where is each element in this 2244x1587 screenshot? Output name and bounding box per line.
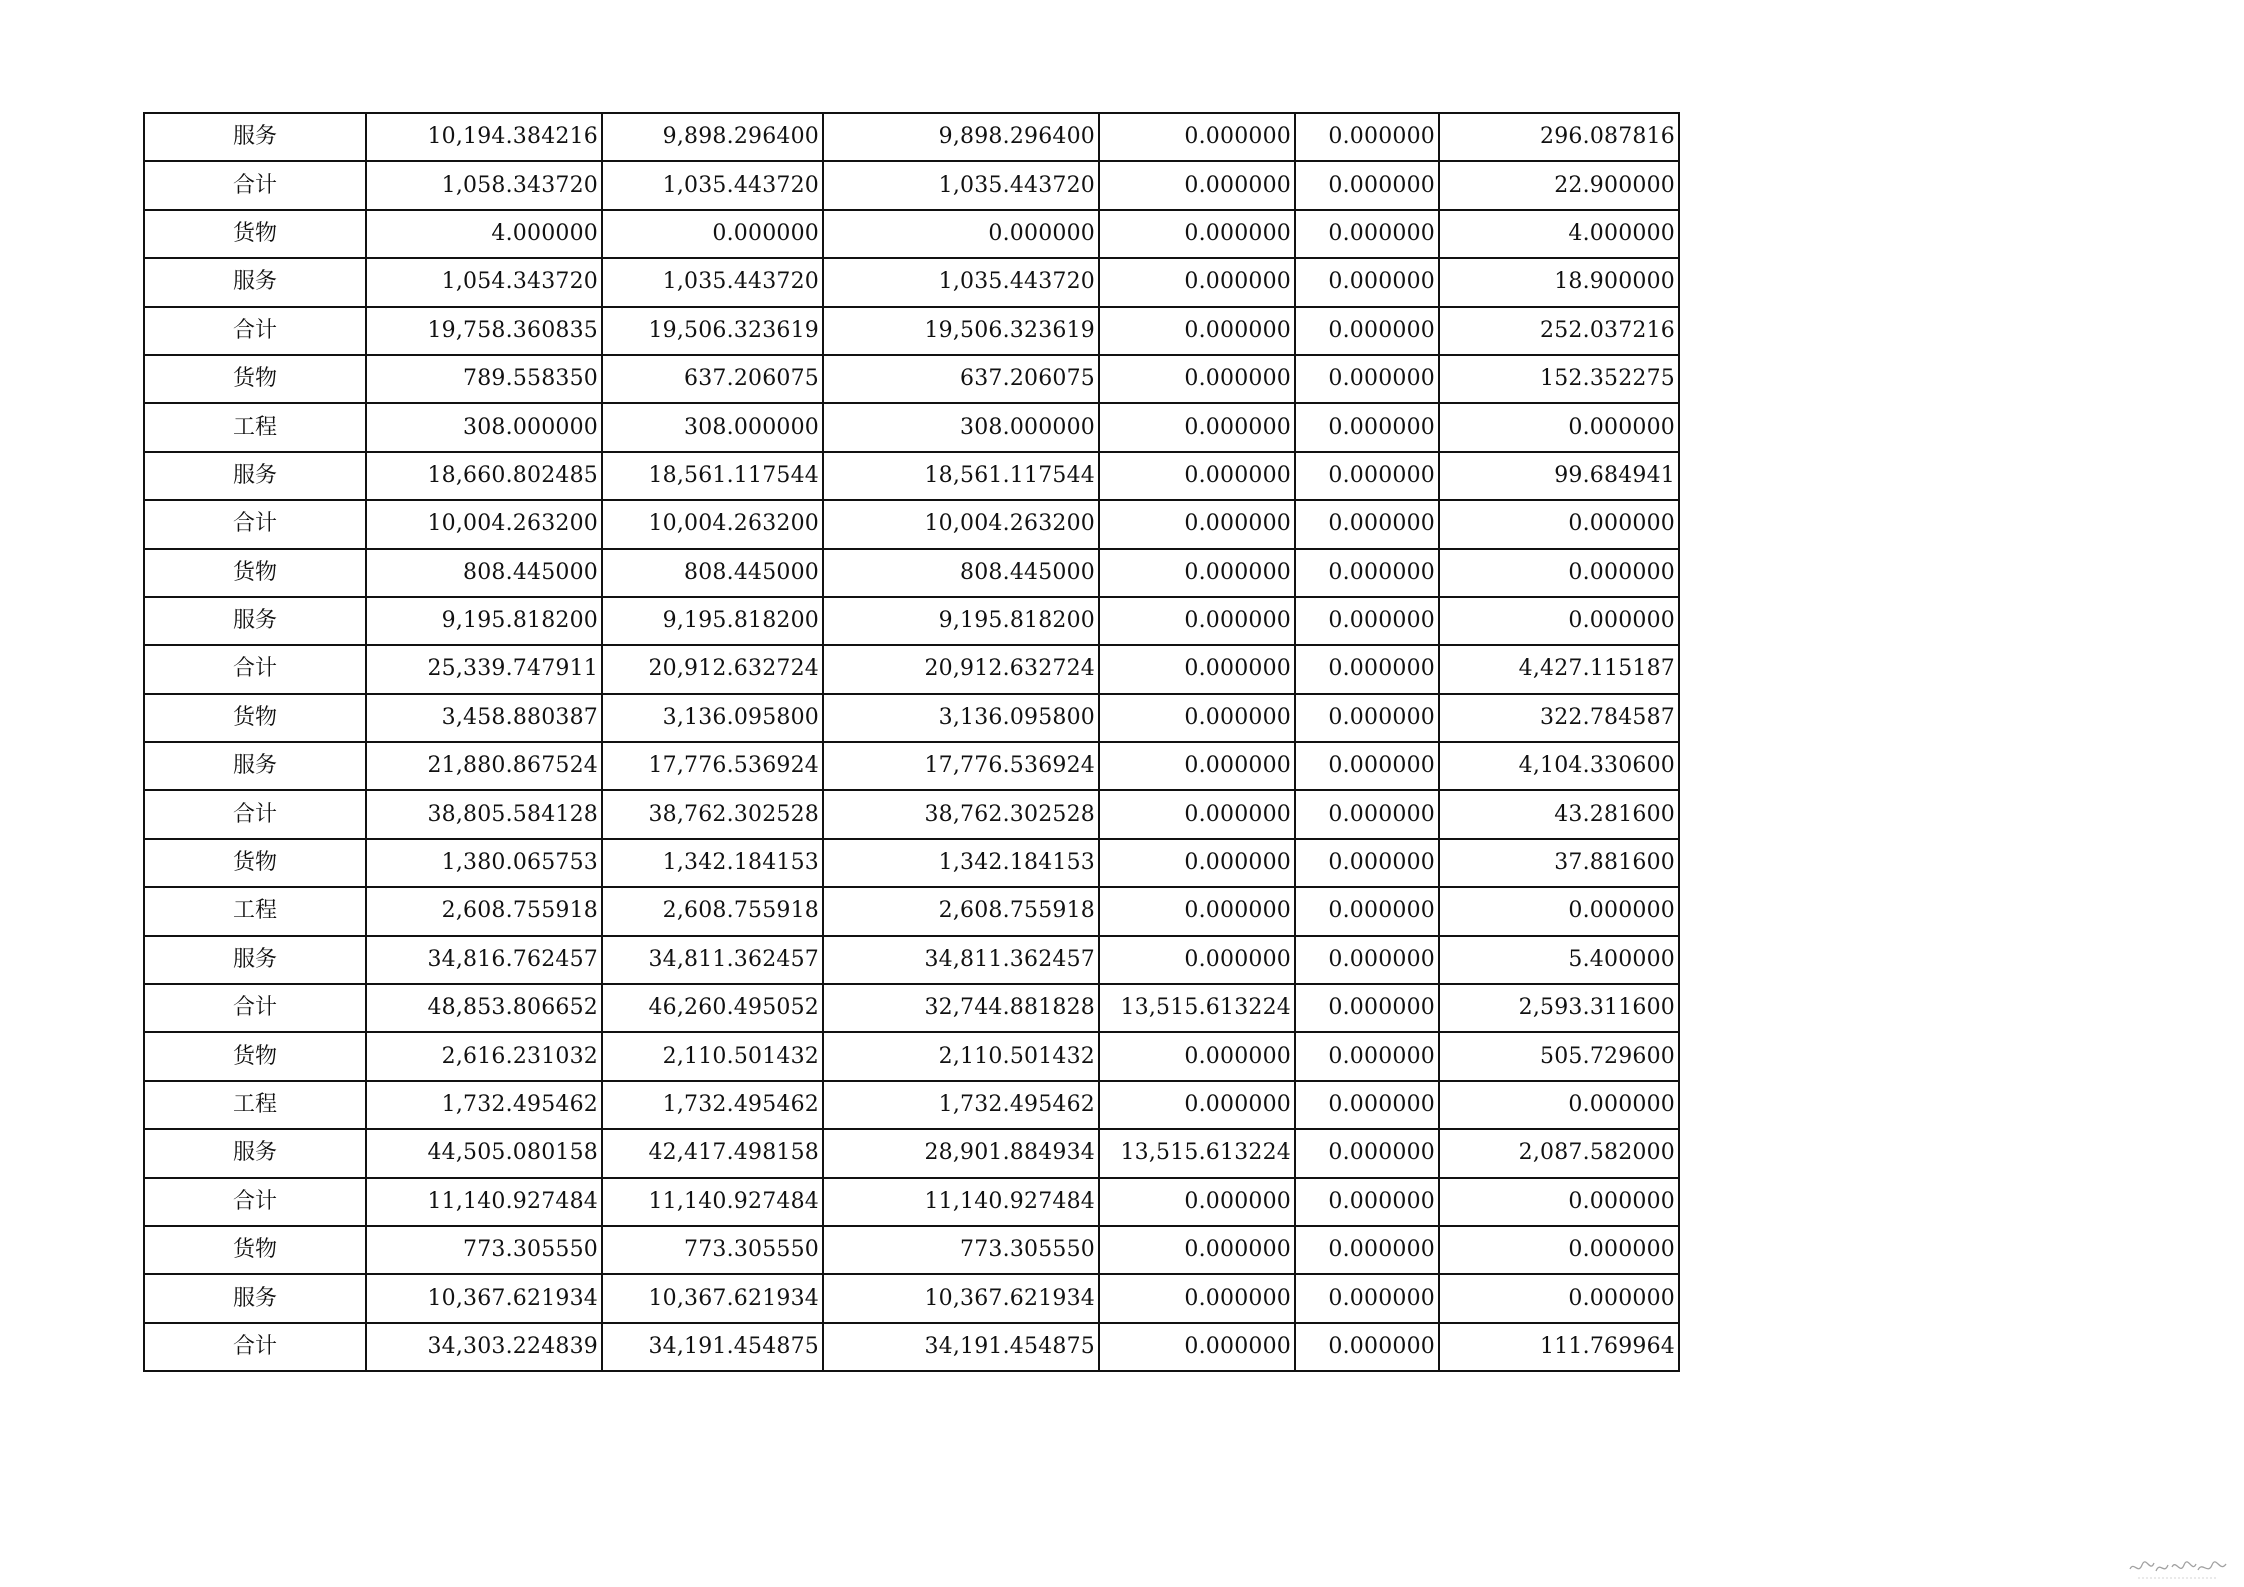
- non-budget-amount-cell: 296.087816: [1439, 113, 1679, 161]
- non-budget-amount-cell: 18.900000: [1439, 258, 1679, 306]
- budget-amount-cell: 18,561.117544: [602, 452, 823, 500]
- total-amount-cell: 25,339.747911: [366, 645, 602, 693]
- watermark-stamp-icon: [2128, 1555, 2228, 1581]
- table-row: [144, 1178, 1679, 1226]
- special-amount-cell: 0.000000: [1099, 1178, 1295, 1226]
- fiscal-amount-cell: 10,367.621934: [823, 1274, 1099, 1322]
- budget-amount-cell: 42,417.498158: [602, 1129, 823, 1177]
- table-row: [144, 1323, 1679, 1371]
- table-row: [144, 403, 1679, 451]
- special-amount-cell: 0.000000: [1099, 549, 1295, 597]
- budget-amount-cell: 46,260.495052: [602, 984, 823, 1032]
- total-amount-cell: 48,853.806652: [366, 984, 602, 1032]
- special-amount-cell: 0.000000: [1099, 645, 1295, 693]
- special-amount-cell: 0.000000: [1099, 790, 1295, 838]
- fiscal-amount-cell: 34,191.454875: [823, 1323, 1099, 1371]
- special-amount-cell: 0.000000: [1099, 355, 1295, 403]
- budget-amount-cell: 10,004.263200: [602, 500, 823, 548]
- fiscal-amount-cell: 1,035.443720: [823, 161, 1099, 209]
- budget-amount-cell: 773.305550: [602, 1226, 823, 1274]
- category-cell: 合计: [144, 790, 366, 838]
- table-row: [144, 161, 1679, 209]
- total-amount-cell: 1,054.343720: [366, 258, 602, 306]
- other-amount-cell: 0.000000: [1295, 307, 1439, 355]
- fiscal-amount-cell: 637.206075: [823, 355, 1099, 403]
- non-budget-amount-cell: 0.000000: [1439, 549, 1679, 597]
- fiscal-amount-cell: 11,140.927484: [823, 1178, 1099, 1226]
- table-row: [144, 452, 1679, 500]
- category-cell: 货物: [144, 355, 366, 403]
- other-amount-cell: 0.000000: [1295, 887, 1439, 935]
- total-amount-cell: 34,303.224839: [366, 1323, 602, 1371]
- other-amount-cell: 0.000000: [1295, 984, 1439, 1032]
- table-row: [144, 742, 1679, 790]
- fiscal-amount-cell: 773.305550: [823, 1226, 1099, 1274]
- special-amount-cell: 0.000000: [1099, 113, 1295, 161]
- other-amount-cell: 0.000000: [1295, 645, 1439, 693]
- table-row: [144, 549, 1679, 597]
- budget-amount-cell: 3,136.095800: [602, 694, 823, 742]
- budget-amount-cell: 1,035.443720: [602, 258, 823, 306]
- non-budget-amount-cell: 0.000000: [1439, 1226, 1679, 1274]
- special-amount-cell: 0.000000: [1099, 307, 1295, 355]
- other-amount-cell: 0.000000: [1295, 452, 1439, 500]
- non-budget-amount-cell: 4,104.330600: [1439, 742, 1679, 790]
- table-row: [144, 1081, 1679, 1129]
- budget-amount-cell: 637.206075: [602, 355, 823, 403]
- total-amount-cell: 773.305550: [366, 1226, 602, 1274]
- budget-table-body: [144, 113, 1679, 1371]
- category-cell: 服务: [144, 1274, 366, 1322]
- fiscal-amount-cell: 1,342.184153: [823, 839, 1099, 887]
- special-amount-cell: 0.000000: [1099, 210, 1295, 258]
- non-budget-amount-cell: 0.000000: [1439, 887, 1679, 935]
- other-amount-cell: 0.000000: [1295, 500, 1439, 548]
- non-budget-amount-cell: 2,593.311600: [1439, 984, 1679, 1032]
- fiscal-amount-cell: 2,608.755918: [823, 887, 1099, 935]
- total-amount-cell: 10,367.621934: [366, 1274, 602, 1322]
- non-budget-amount-cell: 22.900000: [1439, 161, 1679, 209]
- other-amount-cell: 0.000000: [1295, 1081, 1439, 1129]
- budget-amount-cell: 38,762.302528: [602, 790, 823, 838]
- fiscal-amount-cell: 1,035.443720: [823, 258, 1099, 306]
- other-amount-cell: 0.000000: [1295, 597, 1439, 645]
- other-amount-cell: 0.000000: [1295, 694, 1439, 742]
- special-amount-cell: 0.000000: [1099, 1081, 1295, 1129]
- category-cell: 合计: [144, 984, 366, 1032]
- total-amount-cell: 11,140.927484: [366, 1178, 602, 1226]
- budget-amount-cell: 2,110.501432: [602, 1032, 823, 1080]
- fiscal-amount-cell: 17,776.536924: [823, 742, 1099, 790]
- category-cell: 服务: [144, 742, 366, 790]
- other-amount-cell: 0.000000: [1295, 839, 1439, 887]
- category-cell: 货物: [144, 1226, 366, 1274]
- other-amount-cell: 0.000000: [1295, 1323, 1439, 1371]
- table-row: [144, 790, 1679, 838]
- total-amount-cell: 18,660.802485: [366, 452, 602, 500]
- table-row: [144, 1032, 1679, 1080]
- budget-table: [143, 112, 1680, 1372]
- category-cell: 合计: [144, 307, 366, 355]
- table-row: [144, 113, 1679, 161]
- total-amount-cell: 808.445000: [366, 549, 602, 597]
- special-amount-cell: 0.000000: [1099, 839, 1295, 887]
- table-row: [144, 645, 1679, 693]
- non-budget-amount-cell: 2,087.582000: [1439, 1129, 1679, 1177]
- special-amount-cell: 0.000000: [1099, 403, 1295, 451]
- category-cell: 合计: [144, 500, 366, 548]
- other-amount-cell: 0.000000: [1295, 1274, 1439, 1322]
- budget-amount-cell: 19,506.323619: [602, 307, 823, 355]
- category-cell: 货物: [144, 549, 366, 597]
- category-cell: 服务: [144, 452, 366, 500]
- special-amount-cell: 0.000000: [1099, 1274, 1295, 1322]
- total-amount-cell: 34,816.762457: [366, 936, 602, 984]
- budget-amount-cell: 9,195.818200: [602, 597, 823, 645]
- category-cell: 合计: [144, 645, 366, 693]
- non-budget-amount-cell: 0.000000: [1439, 403, 1679, 451]
- non-budget-amount-cell: 5.400000: [1439, 936, 1679, 984]
- budget-amount-cell: 0.000000: [602, 210, 823, 258]
- other-amount-cell: 0.000000: [1295, 1129, 1439, 1177]
- non-budget-amount-cell: 0.000000: [1439, 1081, 1679, 1129]
- budget-amount-cell: 34,811.362457: [602, 936, 823, 984]
- other-amount-cell: 0.000000: [1295, 161, 1439, 209]
- fiscal-amount-cell: 2,110.501432: [823, 1032, 1099, 1080]
- other-amount-cell: 0.000000: [1295, 1032, 1439, 1080]
- total-amount-cell: 3,458.880387: [366, 694, 602, 742]
- total-amount-cell: 4.000000: [366, 210, 602, 258]
- special-amount-cell: 0.000000: [1099, 1323, 1295, 1371]
- fiscal-amount-cell: 20,912.632724: [823, 645, 1099, 693]
- non-budget-amount-cell: 43.281600: [1439, 790, 1679, 838]
- special-amount-cell: 0.000000: [1099, 694, 1295, 742]
- other-amount-cell: 0.000000: [1295, 258, 1439, 306]
- special-amount-cell: 0.000000: [1099, 1032, 1295, 1080]
- table-row: [144, 1129, 1679, 1177]
- watermark-graphic: [2128, 1555, 2228, 1581]
- total-amount-cell: 9,195.818200: [366, 597, 602, 645]
- budget-amount-cell: 20,912.632724: [602, 645, 823, 693]
- special-amount-cell: 0.000000: [1099, 1226, 1295, 1274]
- other-amount-cell: 0.000000: [1295, 210, 1439, 258]
- special-amount-cell: 0.000000: [1099, 936, 1295, 984]
- total-amount-cell: 38,805.584128: [366, 790, 602, 838]
- non-budget-amount-cell: 4,427.115187: [1439, 645, 1679, 693]
- total-amount-cell: 10,194.384216: [366, 113, 602, 161]
- table-row: [144, 936, 1679, 984]
- non-budget-amount-cell: 0.000000: [1439, 500, 1679, 548]
- fiscal-amount-cell: 28,901.884934: [823, 1129, 1099, 1177]
- category-cell: 货物: [144, 839, 366, 887]
- category-cell: 货物: [144, 210, 366, 258]
- total-amount-cell: 789.558350: [366, 355, 602, 403]
- other-amount-cell: 0.000000: [1295, 790, 1439, 838]
- fiscal-amount-cell: 9,195.818200: [823, 597, 1099, 645]
- non-budget-amount-cell: 0.000000: [1439, 1274, 1679, 1322]
- table-row: [144, 1226, 1679, 1274]
- other-amount-cell: 0.000000: [1295, 1178, 1439, 1226]
- budget-amount-cell: 9,898.296400: [602, 113, 823, 161]
- category-cell: 服务: [144, 113, 366, 161]
- special-amount-cell: 0.000000: [1099, 597, 1295, 645]
- other-amount-cell: 0.000000: [1295, 113, 1439, 161]
- budget-amount-cell: 17,776.536924: [602, 742, 823, 790]
- fiscal-amount-cell: 38,762.302528: [823, 790, 1099, 838]
- category-cell: 货物: [144, 694, 366, 742]
- table-row: [144, 984, 1679, 1032]
- budget-amount-cell: 11,140.927484: [602, 1178, 823, 1226]
- table-row: [144, 839, 1679, 887]
- fiscal-amount-cell: 18,561.117544: [823, 452, 1099, 500]
- total-amount-cell: 19,758.360835: [366, 307, 602, 355]
- table-row: [144, 1274, 1679, 1322]
- fiscal-amount-cell: 9,898.296400: [823, 113, 1099, 161]
- other-amount-cell: 0.000000: [1295, 742, 1439, 790]
- other-amount-cell: 0.000000: [1295, 1226, 1439, 1274]
- special-amount-cell: 0.000000: [1099, 258, 1295, 306]
- non-budget-amount-cell: 111.769964: [1439, 1323, 1679, 1371]
- budget-amount-cell: 1,342.184153: [602, 839, 823, 887]
- non-budget-amount-cell: 99.684941: [1439, 452, 1679, 500]
- category-cell: 服务: [144, 1129, 366, 1177]
- total-amount-cell: 21,880.867524: [366, 742, 602, 790]
- non-budget-amount-cell: 4.000000: [1439, 210, 1679, 258]
- category-cell: 合计: [144, 1178, 366, 1226]
- fiscal-amount-cell: 32,744.881828: [823, 984, 1099, 1032]
- special-amount-cell: 13,515.613224: [1099, 984, 1295, 1032]
- non-budget-amount-cell: 322.784587: [1439, 694, 1679, 742]
- category-cell: 服务: [144, 597, 366, 645]
- other-amount-cell: 0.000000: [1295, 936, 1439, 984]
- table-row: [144, 597, 1679, 645]
- fiscal-amount-cell: 34,811.362457: [823, 936, 1099, 984]
- non-budget-amount-cell: 0.000000: [1439, 597, 1679, 645]
- table-row: [144, 694, 1679, 742]
- special-amount-cell: 0.000000: [1099, 452, 1295, 500]
- other-amount-cell: 0.000000: [1295, 549, 1439, 597]
- category-cell: 工程: [144, 1081, 366, 1129]
- table-row: [144, 500, 1679, 548]
- table-row: [144, 210, 1679, 258]
- category-cell: 工程: [144, 403, 366, 451]
- budget-amount-cell: 1,035.443720: [602, 161, 823, 209]
- category-cell: 工程: [144, 887, 366, 935]
- total-amount-cell: 10,004.263200: [366, 500, 602, 548]
- budget-amount-cell: 2,608.755918: [602, 887, 823, 935]
- fiscal-amount-cell: 0.000000: [823, 210, 1099, 258]
- budget-amount-cell: 1,732.495462: [602, 1081, 823, 1129]
- total-amount-cell: 1,732.495462: [366, 1081, 602, 1129]
- total-amount-cell: 2,608.755918: [366, 887, 602, 935]
- special-amount-cell: 0.000000: [1099, 161, 1295, 209]
- other-amount-cell: 0.000000: [1295, 355, 1439, 403]
- budget-amount-cell: 34,191.454875: [602, 1323, 823, 1371]
- total-amount-cell: 44,505.080158: [366, 1129, 602, 1177]
- fiscal-amount-cell: 308.000000: [823, 403, 1099, 451]
- special-amount-cell: 0.000000: [1099, 500, 1295, 548]
- fiscal-amount-cell: 808.445000: [823, 549, 1099, 597]
- table-row: [144, 258, 1679, 306]
- special-amount-cell: 13,515.613224: [1099, 1129, 1295, 1177]
- special-amount-cell: 0.000000: [1099, 887, 1295, 935]
- other-amount-cell: 0.000000: [1295, 403, 1439, 451]
- budget-amount-cell: 808.445000: [602, 549, 823, 597]
- non-budget-amount-cell: 252.037216: [1439, 307, 1679, 355]
- total-amount-cell: 308.000000: [366, 403, 602, 451]
- table-row: [144, 355, 1679, 403]
- fiscal-amount-cell: 19,506.323619: [823, 307, 1099, 355]
- table-row: [144, 887, 1679, 935]
- category-cell: 服务: [144, 936, 366, 984]
- fiscal-amount-cell: 3,136.095800: [823, 694, 1099, 742]
- category-cell: 货物: [144, 1032, 366, 1080]
- total-amount-cell: 2,616.231032: [366, 1032, 602, 1080]
- special-amount-cell: 0.000000: [1099, 742, 1295, 790]
- non-budget-amount-cell: 37.881600: [1439, 839, 1679, 887]
- fiscal-amount-cell: 1,732.495462: [823, 1081, 1099, 1129]
- non-budget-amount-cell: 152.352275: [1439, 355, 1679, 403]
- non-budget-amount-cell: 505.729600: [1439, 1032, 1679, 1080]
- budget-amount-cell: 308.000000: [602, 403, 823, 451]
- fiscal-amount-cell: 10,004.263200: [823, 500, 1099, 548]
- total-amount-cell: 1,380.065753: [366, 839, 602, 887]
- budget-amount-cell: 10,367.621934: [602, 1274, 823, 1322]
- non-budget-amount-cell: 0.000000: [1439, 1178, 1679, 1226]
- total-amount-cell: 1,058.343720: [366, 161, 602, 209]
- category-cell: 服务: [144, 258, 366, 306]
- category-cell: 合计: [144, 161, 366, 209]
- category-cell: 合计: [144, 1323, 366, 1371]
- table-row: [144, 307, 1679, 355]
